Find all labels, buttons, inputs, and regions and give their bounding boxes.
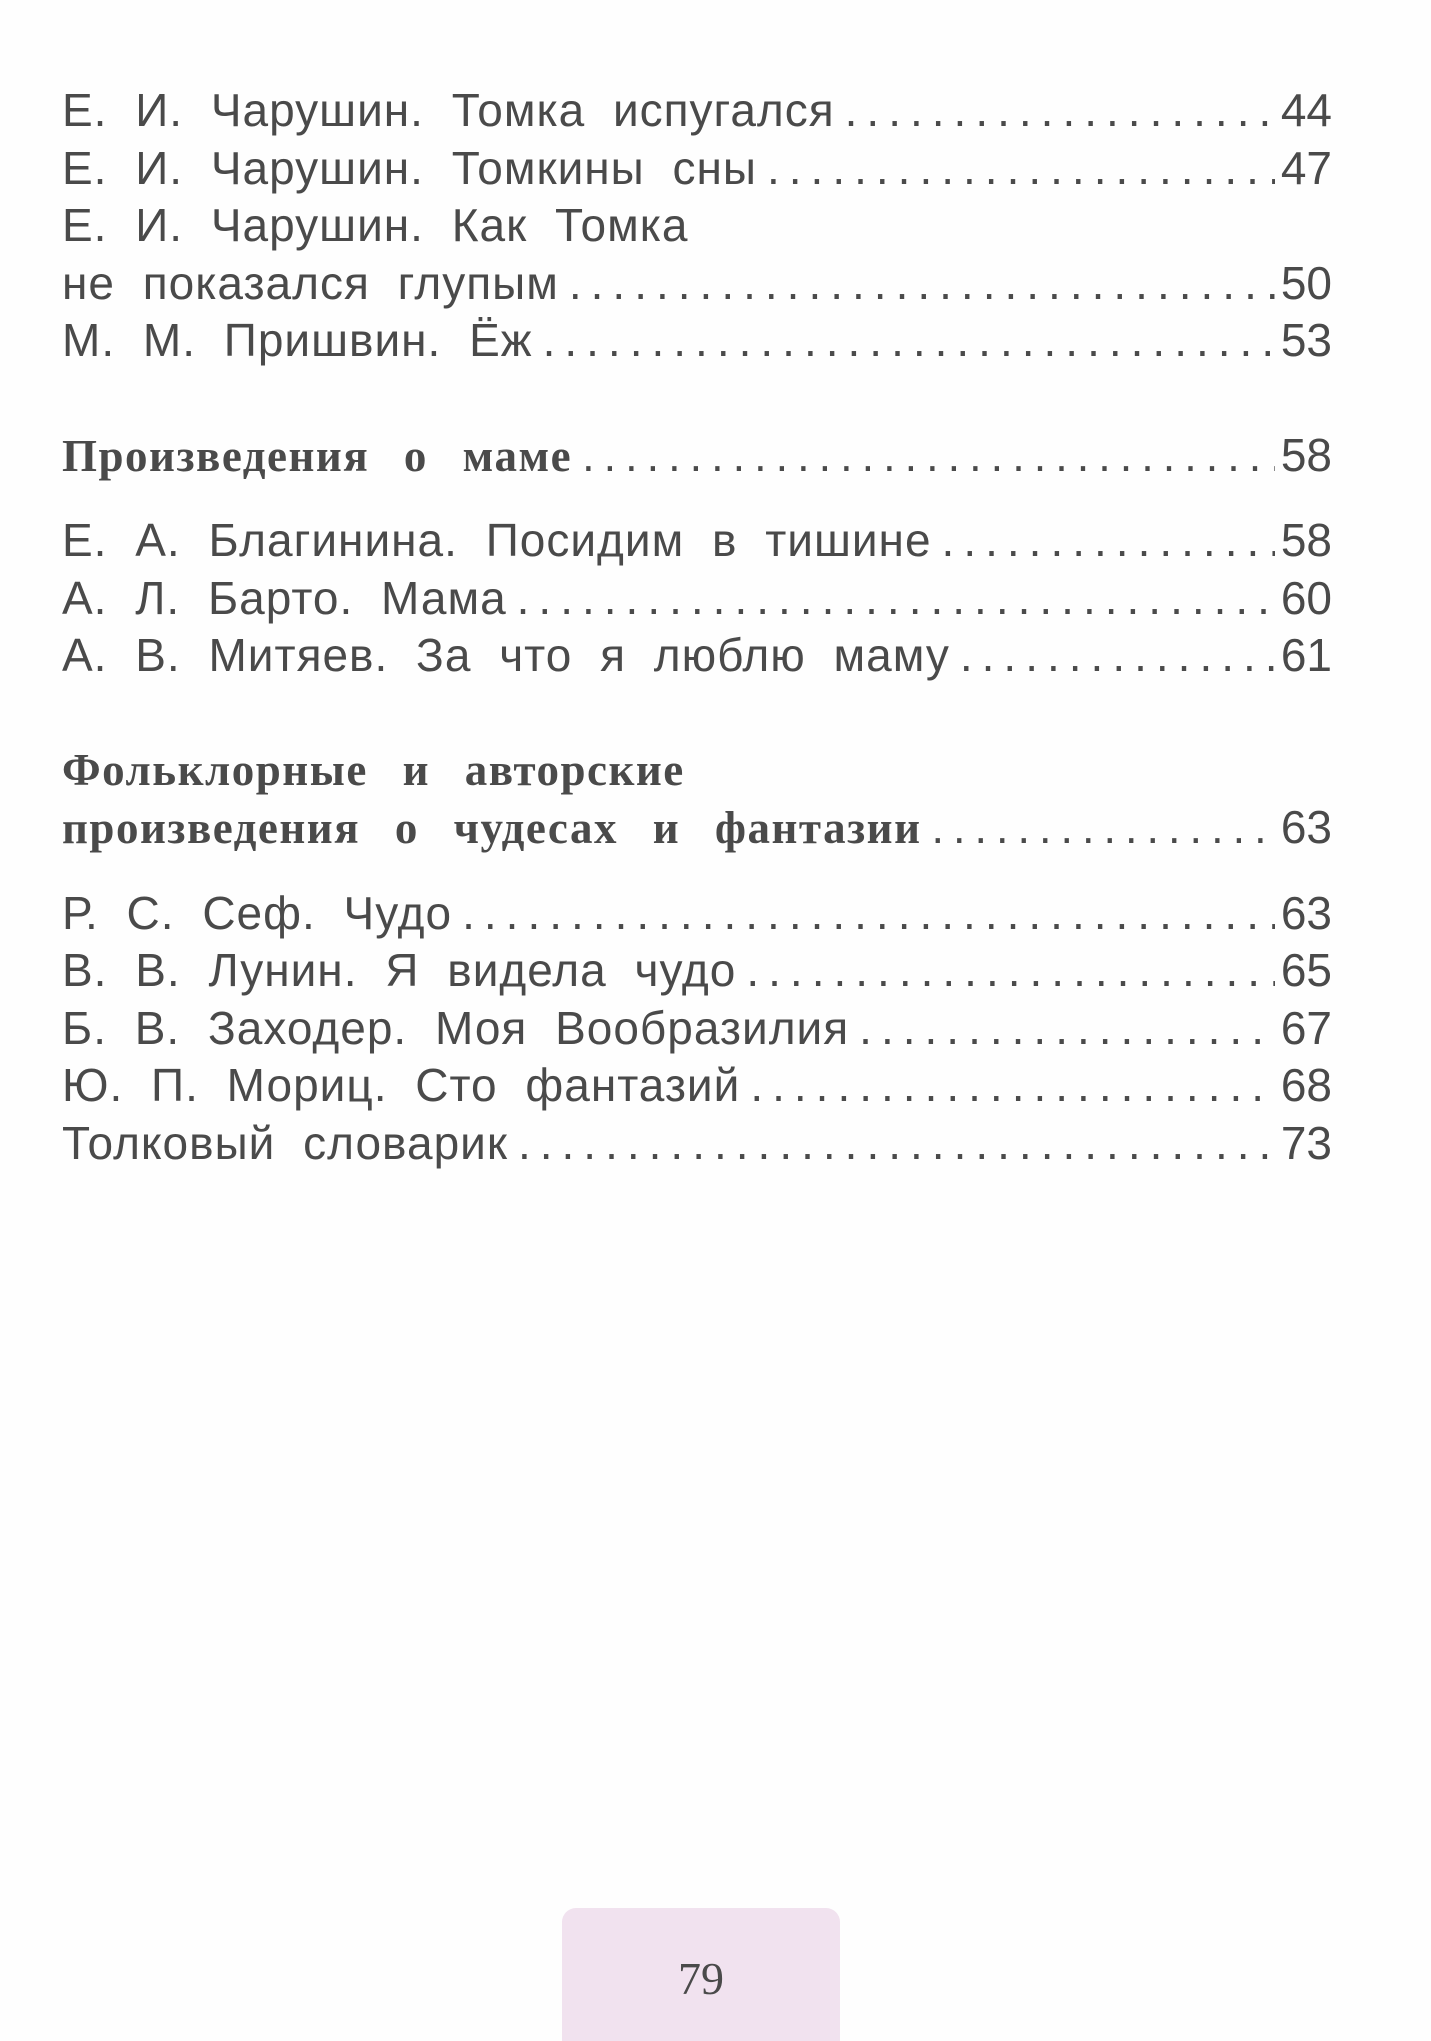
toc-entry [62, 1000, 1332, 1058]
toc-entry [62, 512, 1332, 570]
toc-entry [62, 255, 1332, 313]
toc-section-heading-line1 [62, 742, 1332, 800]
toc-entry [62, 140, 1332, 198]
spacer [62, 857, 1332, 885]
toc-entry-page: 67 [1280, 1001, 1332, 1054]
toc-entry [62, 1057, 1332, 1115]
toc-entry-title: Р. С. Сеф. Чудо [62, 886, 453, 939]
leader-dots [569, 255, 1275, 313]
section-title: Произведения о маме [62, 430, 573, 481]
spacer [62, 484, 1332, 512]
toc-entry-title: А. Л. Барто. Мама [62, 571, 507, 624]
leader-dots [517, 570, 1275, 628]
section-title-line1: Фольклорные и авторские [62, 744, 685, 795]
toc-entry-page: 58 [1280, 514, 1332, 566]
spacer [62, 370, 1332, 427]
leader-dots [859, 1000, 1275, 1058]
leader-dots [960, 627, 1275, 685]
toc-entry-page: 60 [1280, 571, 1332, 624]
table-of-contents [62, 82, 1332, 1172]
leader-dots [462, 885, 1275, 943]
toc-entry [62, 627, 1332, 685]
leader-dots [518, 1115, 1275, 1173]
toc-entry-page: 47 [1280, 141, 1332, 194]
toc-entry-title: Е. И. Чарушин. Томка испугался [62, 84, 835, 136]
toc-entry-title: Е. И. Чарушин. Томкины сны [62, 141, 757, 194]
toc-entry [62, 570, 1332, 628]
toc-entry-title: В. В. Лунин. Я видела чудо [62, 944, 737, 996]
section-page: 58 [1280, 428, 1332, 481]
toc-entry-title: Б. В. Заходер. Моя Вообразилия [62, 1001, 850, 1054]
page-number: 79 [678, 1953, 724, 2004]
toc-entry-title: Е. А. Благинина. Посидим в тишине [62, 514, 932, 566]
toc-entry-page: 73 [1280, 1116, 1332, 1169]
toc-entry-page: 44 [1280, 84, 1332, 136]
leader-dots [746, 942, 1274, 1000]
toc-entry-page: 53 [1280, 314, 1332, 366]
toc-entry-title: А. В. Митяев. За что я люблю маму [62, 629, 950, 681]
toc-section-heading [62, 427, 1332, 485]
leader-dots [932, 799, 1275, 857]
toc-entry-title: не показался глупым [62, 256, 559, 309]
toc-entry [62, 942, 1332, 1000]
toc-entry-title: Толковый словарик [62, 1116, 508, 1169]
toc-entry [62, 312, 1332, 370]
toc-entry-page: 61 [1280, 629, 1332, 681]
page-number-badge [562, 1908, 840, 2041]
toc-entry-line1 [62, 197, 1332, 255]
toc-entry-title: Ю. П. Мориц. Сто фантазий [62, 1059, 741, 1111]
spacer [62, 685, 1332, 742]
leader-dots [942, 512, 1275, 570]
toc-entry [62, 82, 1332, 140]
leader-dots [767, 140, 1275, 198]
toc-entry-title: М. М. Пришвин. Ёж [62, 314, 533, 366]
toc-entry-page: 63 [1280, 886, 1332, 939]
toc-section-heading [62, 799, 1332, 857]
toc-entry-page: 68 [1280, 1059, 1332, 1111]
leader-dots [845, 82, 1275, 140]
leader-dots [750, 1057, 1275, 1115]
section-page: 63 [1280, 801, 1332, 853]
leader-dots [543, 312, 1275, 370]
toc-entry-page: 50 [1280, 256, 1332, 309]
toc-entry [62, 885, 1332, 943]
toc-entry [62, 1115, 1332, 1173]
toc-entry-title-line1: Е. И. Чарушин. Как Томка [62, 199, 689, 251]
leader-dots [582, 427, 1275, 485]
toc-entry-page: 65 [1280, 944, 1332, 996]
section-title: произведения о чудесах и фантазии [62, 803, 922, 853]
